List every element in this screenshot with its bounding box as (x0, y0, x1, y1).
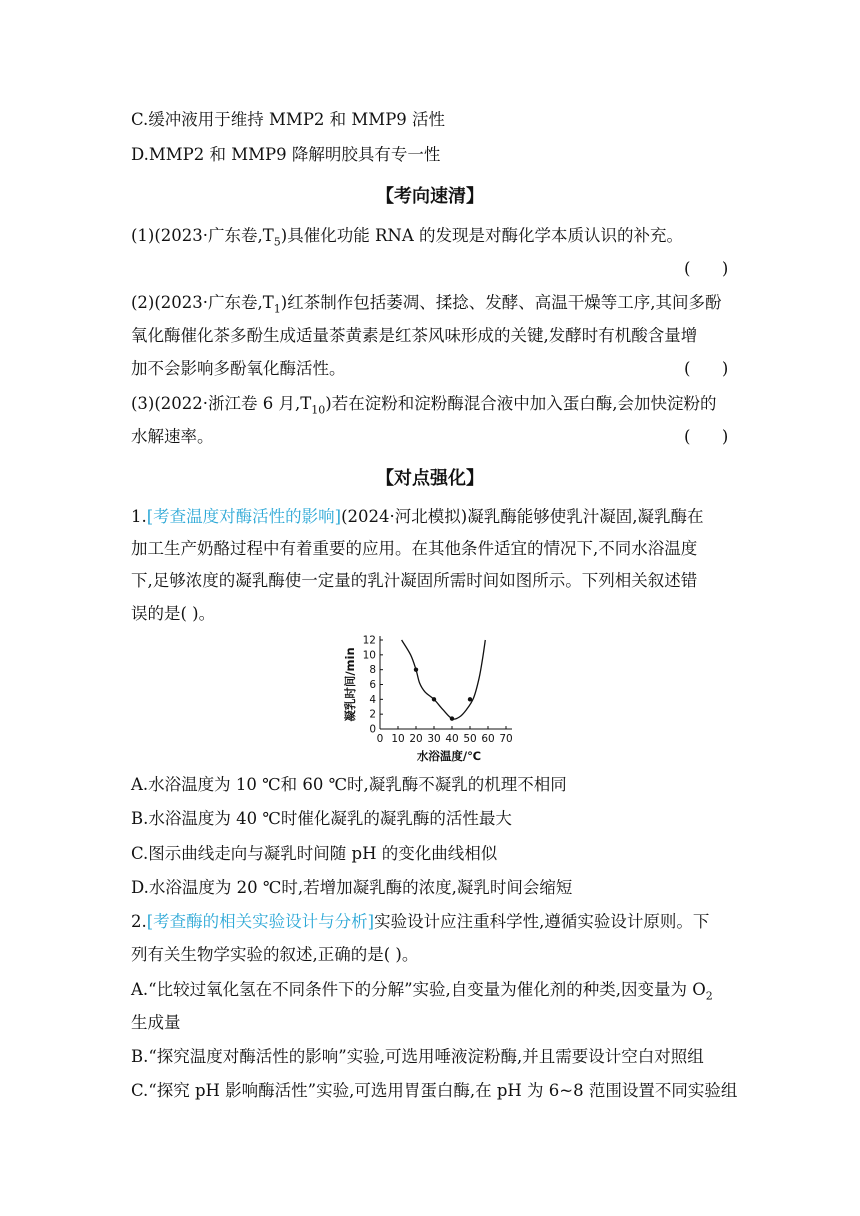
y-tick-label: 0 (369, 723, 376, 736)
question-1-option-c: C.图示曲线走向与凝乳时间随 pH 的变化曲线相似 (131, 844, 498, 863)
review-item-3-line-2: 水解速率。 (131, 427, 214, 446)
x-tick-label: 20 (409, 733, 423, 745)
data-point (432, 697, 436, 701)
data-point (414, 667, 418, 671)
x-tick-label: 0 (376, 733, 384, 745)
question-1-line-2: 加工生产奶酪过程中有着重要的应用。在其他条件适宜的情况下,不同水浴温度 (131, 539, 698, 558)
question-1-tag: [考查温度对酶活性的影响] (146, 507, 342, 526)
x-tick-label: 70 (499, 733, 513, 745)
y-axis-label: 凝乳时间/min (343, 647, 357, 722)
y-tick-label: 6 (369, 679, 376, 691)
question-2-tag: [考查酶的相关实验设计与分析] (146, 912, 375, 931)
question-2-option-b: B.“探究温度对酶活性的影响”实验,可选用唾液淀粉酶,并且需要设计空白对照组 (131, 1047, 704, 1066)
question-1-line-4: 误的是( )。 (131, 604, 216, 623)
answer-paren-1[interactable]: ( ) (684, 259, 729, 278)
question-1-option-d: D.水浴温度为 20 ℃时,若增加凝乳酶的浓度,凝乳时间会缩短 (131, 878, 573, 897)
y-tick-label: 8 (369, 664, 376, 677)
question-2-option-a-line-1: A.“比较过氧化氢在不同条件下的分解”实验,自变量为催化剂的种类,因变量为 $O_2$ (131, 980, 713, 1003)
question-2-line-1: 2.[考查酶的相关实验设计与分析]实验设计应注重科学性,遵循实验设计原则。下 (131, 912, 710, 931)
option-d-prev: D.MMP2 和 MMP9 降解明胶具有专一性 (131, 145, 441, 164)
y-tick-label: 4 (369, 693, 376, 706)
question-1-option-a: A.水浴温度为 10 ℃和 60 ℃时,凝乳酶不凝乳的机理不相同 (131, 775, 567, 794)
review-item-3-line-1: (3)(2022·浙江卷 6 月$,T_{10}$)若在淀粉和淀粉酶混合液中加入蛋白酶,会加快淀粉的 (131, 394, 717, 417)
x-tick-label: 10 (391, 733, 405, 745)
question-2-line-2: 列有关生物学实验的叙述,正确的是( )。 (131, 945, 419, 964)
data-point (450, 716, 454, 720)
y-tick-label: 10 (362, 649, 376, 662)
review-item-2-line-1: (2)(2023·广东卷$,T_1$)红茶制作包括萎凋、揉捻、发酵、高温干燥等工序,其间多酚 (131, 293, 722, 316)
answer-paren-2[interactable]: ( ) (684, 359, 729, 378)
review-item-1: (1)(2023·广东卷$,T_5$)具催化功能 RNA 的发现是对酶化学本质认识的补充。 (131, 226, 684, 249)
question-2-option-a-line-2: 生成量 (131, 1013, 181, 1032)
question-1-line-1: 1.[考查温度对酶活性的影响](2024·河北模拟)凝乳酶能够使乳汁凝固,凝乳酶在 (131, 507, 704, 526)
question-2-option-c: C.“探究 pH 影响酶活性”实验,可选用胃蛋白酶,在 pH 为 6~8 范围设置不同实验组 (131, 1081, 738, 1100)
question-1-option-b: B.水浴温度为 40 ℃时催化凝乳的凝乳酶的活性最大 (131, 809, 512, 828)
question-1-line-3: 下,足够浓度的凝乳酶使一定量的乳汁凝固所需时间如图所示。下列相关叙述错 (131, 571, 698, 590)
clotting-time-chart (338, 632, 528, 768)
y-tick-label: 2 (369, 708, 376, 721)
answer-paren-3[interactable]: ( ) (684, 427, 729, 446)
section-title-practice: 【对点强化】 (376, 468, 484, 489)
clotting-time-curve (402, 640, 486, 719)
x-tick-label: 30 (427, 733, 441, 745)
x-axis-label: 水浴温度/℃ (416, 749, 482, 763)
y-tick-label: 12 (362, 634, 376, 647)
data-point (468, 697, 472, 701)
section-title-review: 【考向速清】 (376, 186, 484, 207)
x-tick-label: 40 (445, 733, 459, 745)
x-tick-label: 60 (481, 733, 495, 745)
x-tick-label: 50 (463, 733, 477, 745)
option-c-prev: C.缓冲液用于维持 MMP2 和 MMP9 活性 (131, 110, 446, 129)
review-item-2-line-2: 氧化酶催化茶多酚生成适量茶黄素是红茶风味形成的关键,发酵时有机酸含量增 (131, 326, 698, 345)
review-item-2-line-3: 加不会影响多酚氧化酶活性。 (131, 359, 346, 378)
